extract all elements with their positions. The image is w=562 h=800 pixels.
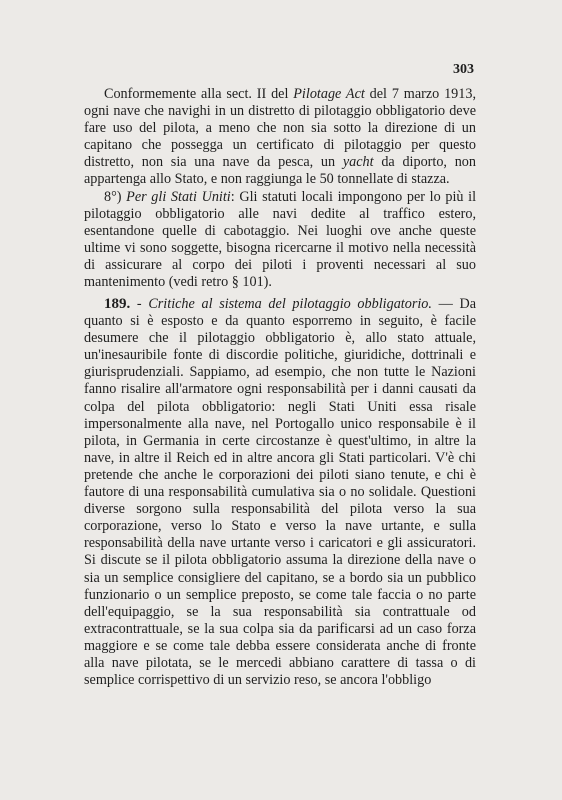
paragraph-text: del 7 marzo 1913, ogni nave che navighi in un distretto di pilotaggio obbligatorio deve fare uso del pilota, a meno che non sia sotto la direzione di un capitano che possegga un certificato di pilotaggio per questo distretto, non sia una nave da pesca, un bbox=[84, 86, 476, 171]
paragraph-text: : Gli statuti locali impongono per lo più il pilotaggio obbligatorio alle navi dedite al traffico estero, esentandone quelle di cabotaggio. Nei luoghi ove anche queste ultime vi sono soggette, bisogna ricercarne il motivo nella necessità di assicurare al corpo dei piloti i proventi necessari al suo mantenimento (vedi retro § 101). bbox=[84, 188, 477, 291]
section-paragraph bbox=[84, 296, 476, 689]
item-number: 8°) bbox=[104, 188, 127, 205]
section-number: 189. bbox=[104, 296, 131, 312]
item-heading: Per gli Stati Uniti bbox=[126, 188, 231, 205]
paragraph-text: Conformemente alla sect. II del bbox=[104, 86, 294, 102]
italic-term: yacht bbox=[342, 154, 374, 171]
paragraph-pilotage-act bbox=[84, 86, 476, 189]
section-body: Da quanto si è esposto e da quanto esporremo in seguito, è facile desumere che il pilotaggio obbligatorio è, allo stato attuale, un'inesauribile fonte di discordie politiche, giuridiche, dottrinali e giurisprudenziali. Sappiamo, ad esempio, che non tutte le Nazioni fanno risalire all'armatore ogni responsabilità per i danni causati da colpa del pilota obbligatorio: negli Stati Uniti essa risale impersonalmente alla nave, nel Portogallo unico responsabile è il pilota, in Germania in certe circostanze è quest'ultimo, in altre la nave, in altre il Reich ed in altre ancora gli Stati particolari. V'è chi pretende che anche le corporazioni dei piloti siano tenute, e chi è fautore di una responsabilità cumulativa sia o no solidale. Questioni diverse sorgono sulla responsabilità del pilota verso la sua corporazione, verso lo Stato e verso la nave urtante, e sulla responsabilità della nave urtante verso i caricatori e gli assicuratori. Si discute se il pilota obbligatorio assuma la direzione della nave o sia un semplice consigliere del capitano, se a bordo sia un pubblico funzionario o un semplice preposto, se come tale faccia o no parte dell'equipaggio, se la sua responsabilità sia contrattuale od extracontrattuale, se la sua colpa sia da parificarsi ad un caso forza maggiore e se come tale debba essere considerata anche di fronte alla nave pilotata, se le mercedi abbiano carattere di tassa o di semplice corrispettivo di un servizio reso, se ancora l'obbligo bbox=[84, 296, 477, 689]
section-title-dash: — bbox=[431, 296, 460, 312]
section-dash: - bbox=[130, 296, 149, 312]
act-title: Pilotage Act bbox=[293, 86, 365, 102]
upper-text-block bbox=[84, 86, 476, 291]
section-title: Critiche al sistema del pilotaggio obbligatorio. bbox=[148, 296, 432, 312]
section-189 bbox=[84, 296, 476, 689]
paragraph-stati-uniti bbox=[84, 189, 476, 292]
paragraph-text: da diporto, non appartenga allo Stato, e non raggiunga le 50 tonnellate di stazza. bbox=[84, 154, 476, 188]
page-number: 303 bbox=[453, 62, 474, 77]
